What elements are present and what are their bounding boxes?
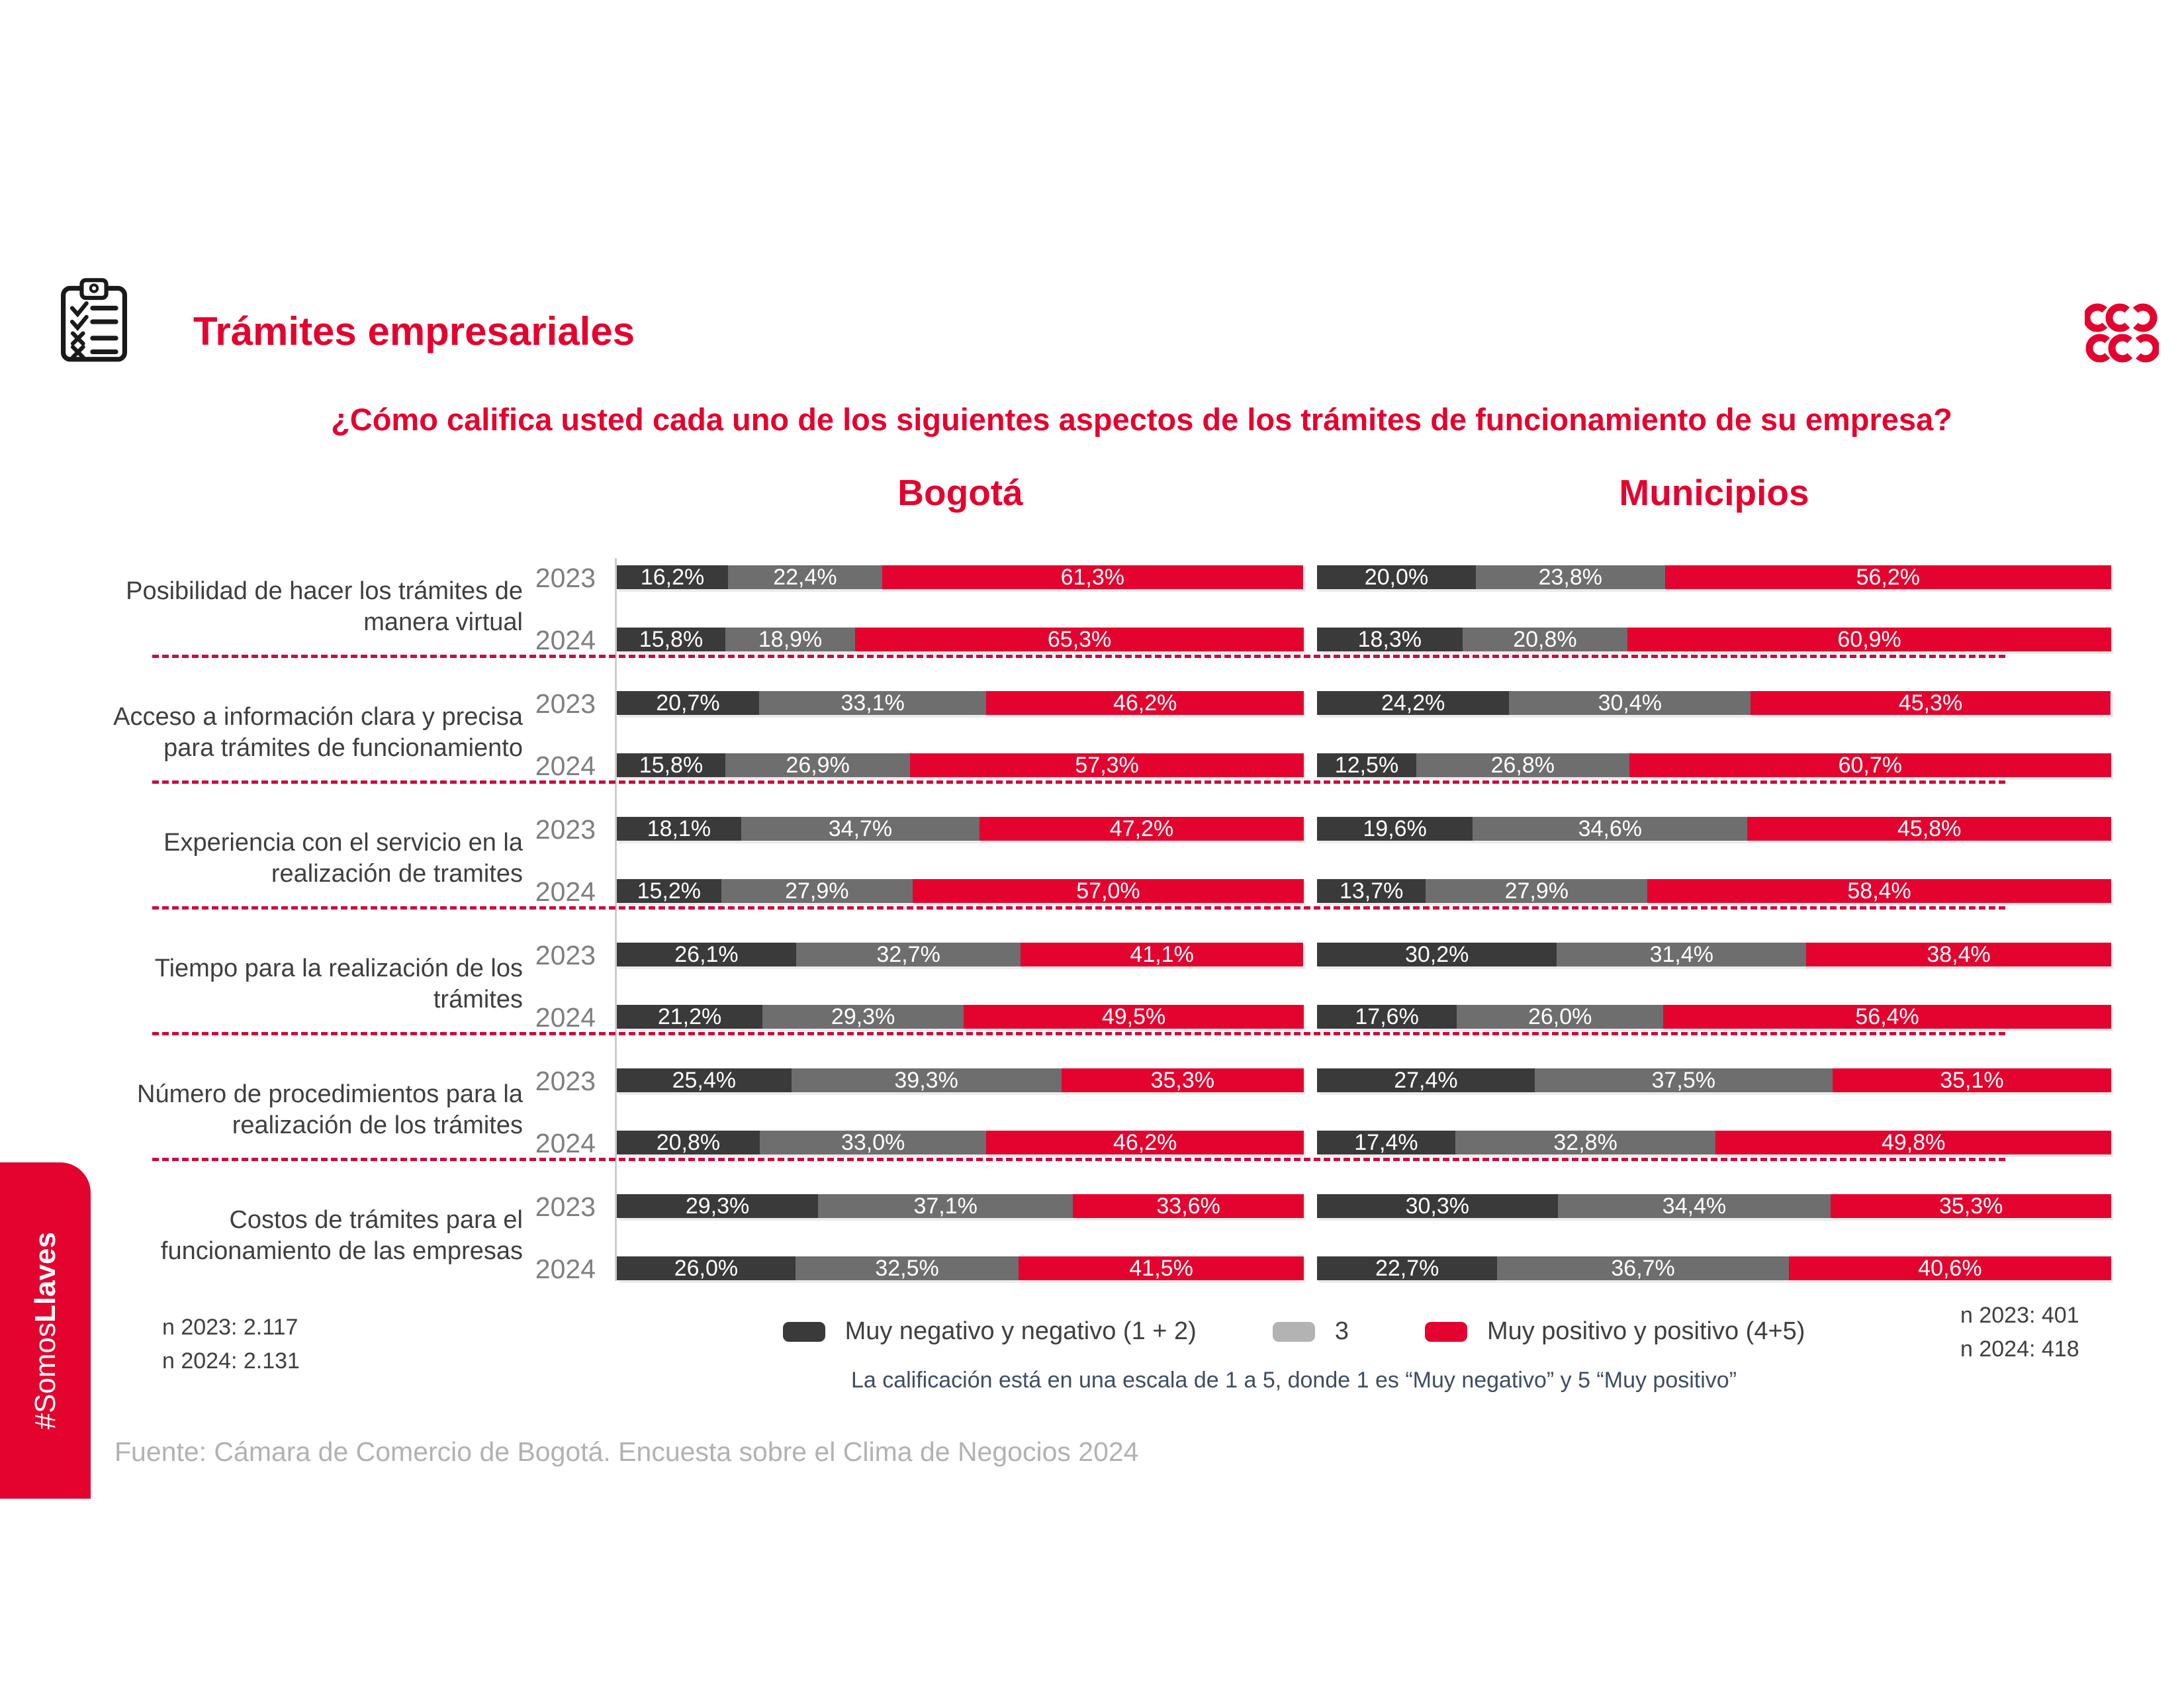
- category-block: [0, 1187, 2184, 1313]
- segment-neutral: 36,7%: [1497, 1256, 1788, 1280]
- stacked-bar-bogota: [617, 753, 1304, 777]
- category-label: Costos de trámites para el funcionamiento de las empresas: [160, 1205, 523, 1265]
- legend-swatch: [1425, 1322, 1467, 1342]
- stacked-bar-bogota: [617, 1256, 1304, 1280]
- segment-neutral: 18,9%: [725, 628, 855, 651]
- segment-neutral: 37,5%: [1535, 1068, 1833, 1092]
- segment-negative: 15,8%: [617, 753, 725, 777]
- segment-positive: 33,6%: [1073, 1194, 1304, 1218]
- category-label: Experiencia con el servicio en la realización de tramites: [163, 828, 523, 888]
- stacked-bar-municipios: [1317, 1256, 2111, 1280]
- sample-line: n 2023: 401: [1960, 1303, 2079, 1328]
- segment-neutral: 34,6%: [1473, 817, 1747, 841]
- category-block: [0, 1061, 2184, 1187]
- somos-llaves-label: #SomosLlaves: [28, 1231, 62, 1430]
- panel-header-municipios: Municipios: [1619, 472, 1809, 513]
- segment-neutral: 37,1%: [818, 1194, 1073, 1218]
- segment-negative: 22,7%: [1317, 1256, 1497, 1280]
- year-label: 2023: [535, 688, 596, 719]
- segment-neutral: 27,9%: [1426, 879, 1647, 903]
- year-label: 2024: [535, 876, 596, 907]
- segment-negative: 30,3%: [1317, 1194, 1558, 1218]
- legend-label: 3: [1334, 1317, 1349, 1345]
- legend-item: [1273, 1317, 1349, 1346]
- legend-label: Muy positivo y positivo (4+5): [1486, 1317, 1805, 1345]
- segment-positive: 56,4%: [1663, 1005, 2111, 1029]
- segment-positive: 46,2%: [986, 1131, 1304, 1154]
- segment-negative: 20,8%: [617, 1131, 760, 1154]
- panel-header-bogota: Bogotá: [897, 472, 1023, 513]
- segment-neutral: 31,4%: [1557, 943, 1806, 966]
- year-label: 2024: [535, 1128, 596, 1158]
- segment-positive: 41,5%: [1019, 1256, 1304, 1280]
- stacked-bar-municipios: [1317, 1194, 2111, 1218]
- page-title: Trámites empresariales: [193, 309, 635, 353]
- bar-row: [0, 563, 2184, 593]
- stacked-bar-bogota: [617, 628, 1304, 651]
- category-label: Tiempo para la realización de los trámites: [154, 954, 523, 1013]
- segment-neutral: 33,0%: [760, 1131, 987, 1154]
- year-label: 2023: [535, 1192, 596, 1222]
- year-label: 2023: [535, 563, 596, 593]
- segment-neutral: 20,8%: [1463, 628, 1628, 651]
- segment-neutral: 32,5%: [796, 1256, 1019, 1280]
- segment-neutral: 26,0%: [1457, 1005, 1663, 1029]
- bar-row: [0, 688, 2184, 719]
- year-label: 2023: [535, 1066, 596, 1096]
- stacked-bar-bogota: [617, 817, 1304, 841]
- bar-row: [0, 625, 2184, 655]
- segment-negative: 17,4%: [1317, 1131, 1455, 1154]
- stacked-bar-municipios: [1317, 817, 2111, 841]
- bar-row: [0, 1128, 2184, 1158]
- bar-row: [0, 814, 2184, 845]
- stacked-bar-municipios: [1317, 753, 2111, 777]
- stacked-bar-bogota: [617, 1005, 1304, 1029]
- segment-negative: 18,1%: [617, 817, 741, 841]
- segment-positive: 35,1%: [1833, 1068, 2111, 1092]
- segment-positive: 47,2%: [979, 817, 1304, 841]
- segment-neutral: 34,4%: [1558, 1194, 1831, 1218]
- category-block: [0, 810, 2184, 935]
- segment-positive: 40,6%: [1789, 1256, 2111, 1280]
- segment-negative: 26,0%: [617, 1256, 796, 1280]
- segment-neutral: 30,4%: [1509, 691, 1751, 715]
- segment-positive: 61,3%: [882, 565, 1303, 589]
- stacked-bar-municipios: [1317, 1005, 2111, 1029]
- category-block: [0, 684, 2184, 810]
- year-label: 2024: [535, 1002, 596, 1033]
- segment-positive: 45,3%: [1751, 691, 2111, 715]
- bar-row: [0, 940, 2184, 970]
- segment-neutral: 32,7%: [796, 943, 1021, 966]
- bar-row: [0, 1254, 2184, 1284]
- segment-negative: 25,4%: [617, 1068, 792, 1092]
- ccb-logo-icon: [2085, 298, 2159, 375]
- survey-question: ¿Cómo califica usted cada uno de los siguientes aspectos de los trámites de funcionamiento de su empresa?: [331, 402, 1952, 437]
- segment-neutral: 26,9%: [725, 753, 910, 777]
- bar-row: [0, 876, 2184, 907]
- sample-line: n 2024: 418: [1960, 1336, 2079, 1362]
- clipboard-checklist-icon: [58, 277, 130, 367]
- stacked-bar-chart: [0, 558, 2184, 1313]
- segment-negative: 21,2%: [617, 1005, 762, 1029]
- stacked-bar-bogota: [617, 1068, 1304, 1092]
- sample-size-bogota: [162, 1311, 300, 1378]
- segment-positive: 49,5%: [964, 1005, 1304, 1029]
- legend-label: Muy negativo y negativo (1 + 2): [844, 1317, 1197, 1345]
- segment-neutral: 22,4%: [728, 565, 882, 589]
- segment-negative: 13,7%: [1317, 879, 1426, 903]
- category-label: Número de procedimientos para la realización de los trámites: [137, 1080, 523, 1139]
- legend-swatch: [1273, 1322, 1315, 1342]
- bar-row: [0, 751, 2184, 781]
- legend-swatch: [783, 1322, 825, 1342]
- segment-neutral: 39,3%: [792, 1068, 1062, 1092]
- segment-positive: 46,2%: [986, 691, 1304, 715]
- scale-note: La calificación está en una escala de 1 a 5, donde 1 es “Muy negativo” y 5 “Muy positivo”: [850, 1368, 1737, 1393]
- segment-negative: 26,1%: [617, 943, 796, 966]
- segment-negative: 18,3%: [1317, 628, 1463, 651]
- stacked-bar-bogota: [617, 943, 1304, 966]
- segment-neutral: 33,1%: [759, 691, 987, 715]
- stacked-bar-municipios: [1317, 628, 2111, 651]
- segment-negative: 17,6%: [1317, 1005, 1457, 1029]
- segment-positive: 35,3%: [1831, 1194, 2111, 1218]
- category-label: Posibilidad de hacer los trámites de manera virtual: [126, 577, 523, 636]
- segment-negative: 20,0%: [1317, 565, 1476, 589]
- segment-negative: 16,2%: [617, 565, 728, 589]
- source-citation: Fuente: Cámara de Comercio de Bogotá. Encuesta sobre el Clima de Negocios 2024: [114, 1436, 1139, 1467]
- legend-item: [1425, 1317, 1805, 1346]
- bar-row: [0, 1066, 2184, 1096]
- segment-neutral: 32,8%: [1455, 1131, 1716, 1154]
- segment-positive: 35,3%: [1062, 1068, 1304, 1092]
- segment-positive: 56,2%: [1665, 565, 2111, 589]
- stacked-bar-municipios: [1317, 1068, 2111, 1092]
- segment-negative: 19,6%: [1317, 817, 1473, 841]
- stacked-bar-municipios: [1317, 565, 2111, 589]
- segment-negative: 12,5%: [1317, 753, 1416, 777]
- legend-item: [783, 1317, 1197, 1346]
- segment-negative: 20,7%: [617, 691, 759, 715]
- segment-positive: 41,1%: [1021, 943, 1303, 966]
- year-label: 2023: [535, 940, 596, 970]
- category-label: Acceso a información clara y precisa para trámites de funcionamiento: [113, 702, 523, 762]
- category-block: [0, 935, 2184, 1061]
- segment-neutral: 27,9%: [721, 879, 913, 903]
- stacked-bar-municipios: [1317, 691, 2111, 715]
- segment-neutral: 34,7%: [741, 817, 979, 841]
- stacked-bar-municipios: [1317, 1131, 2111, 1154]
- year-label: 2023: [535, 814, 596, 845]
- segment-positive: 57,0%: [913, 879, 1304, 903]
- stacked-bar-municipios: [1317, 879, 2111, 903]
- stacked-bar-municipios: [1317, 943, 2111, 966]
- year-label: 2024: [535, 1254, 596, 1284]
- segment-positive: 60,9%: [1627, 628, 2111, 651]
- segment-negative: 15,8%: [617, 628, 725, 651]
- segment-neutral: 23,8%: [1476, 565, 1665, 589]
- stacked-bar-bogota: [617, 879, 1304, 903]
- stacked-bar-bogota: [617, 691, 1304, 715]
- segment-negative: 29,3%: [617, 1194, 818, 1218]
- sample-line: n 2023: 2.117: [162, 1315, 298, 1340]
- year-label: 2024: [535, 751, 596, 781]
- segment-positive: 57,3%: [910, 753, 1304, 777]
- segment-positive: 58,4%: [1647, 879, 2111, 903]
- segment-negative: 30,2%: [1317, 943, 1557, 966]
- stacked-bar-bogota: [617, 1194, 1304, 1218]
- segment-negative: 24,2%: [1317, 691, 1509, 715]
- segment-neutral: 26,8%: [1416, 753, 1629, 777]
- year-label: 2024: [535, 625, 596, 655]
- segment-positive: 45,8%: [1747, 817, 2111, 841]
- segment-negative: 15,2%: [617, 879, 721, 903]
- sample-line: n 2024: 2.131: [162, 1348, 300, 1374]
- segment-positive: 49,8%: [1715, 1131, 2111, 1154]
- stacked-bar-bogota: [617, 565, 1304, 589]
- bar-row: [0, 1002, 2184, 1033]
- segment-neutral: 29,3%: [762, 1005, 964, 1029]
- bar-row: [0, 1192, 2184, 1222]
- segment-positive: 60,7%: [1629, 753, 2111, 777]
- segment-positive: 38,4%: [1806, 943, 2111, 966]
- segment-negative: 27,4%: [1317, 1068, 1535, 1092]
- category-block: [0, 558, 2184, 684]
- segment-positive: 65,3%: [855, 628, 1304, 651]
- stacked-bar-bogota: [617, 1131, 1304, 1154]
- chart-legend: [404, 1317, 2184, 1346]
